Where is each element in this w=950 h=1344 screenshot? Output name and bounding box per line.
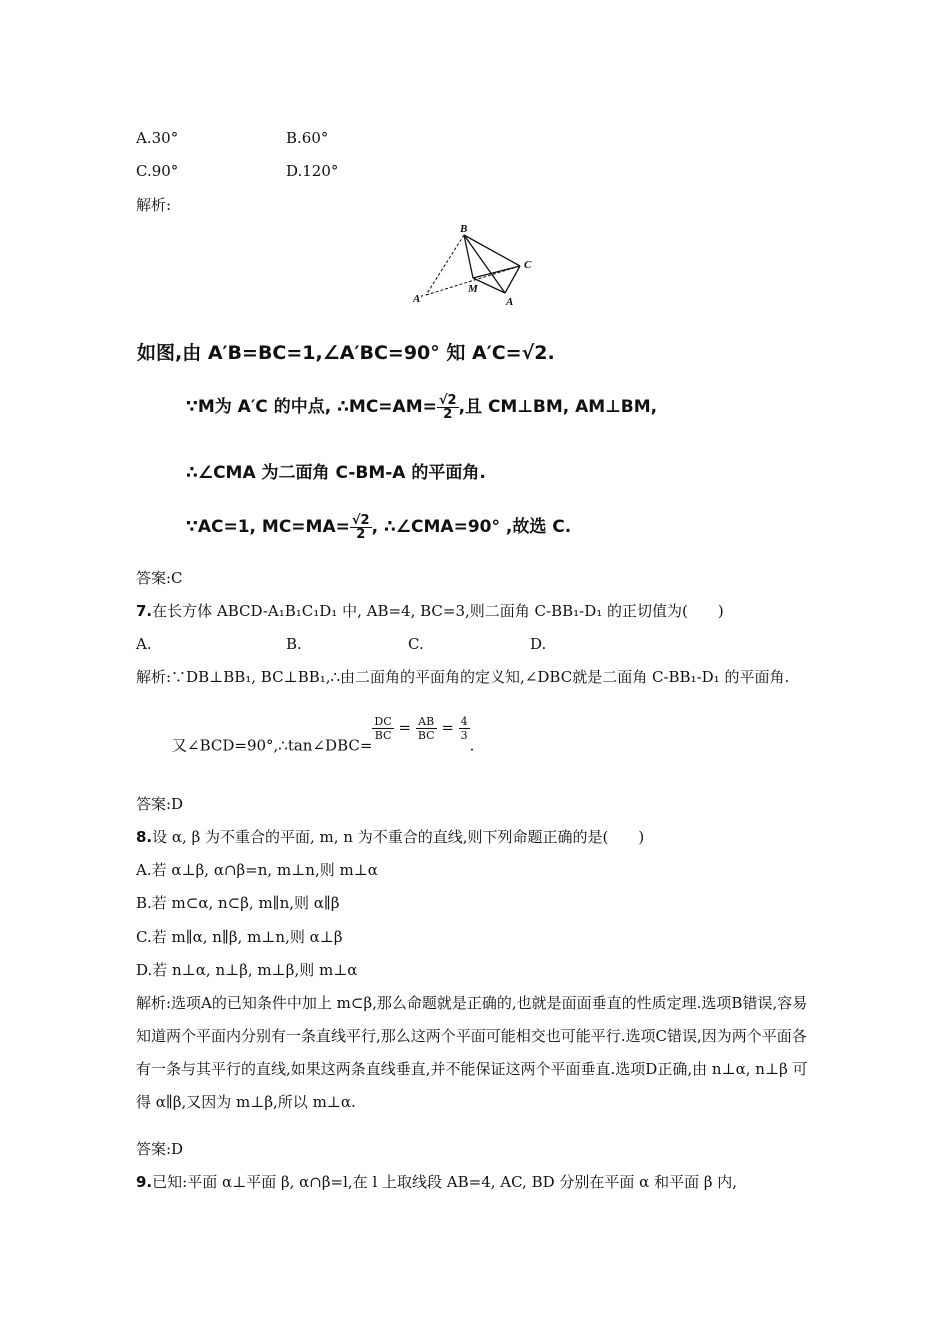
label-A-prime: A′ [413, 293, 424, 305]
q7-option-a: A. [136, 635, 152, 653]
q7-answer: 答案:D [136, 795, 184, 813]
q8-stem: 8.设 α, β 为不重合的平面, m, n 为不重合的直线,则下列命题正确的是( ) [136, 828, 645, 846]
q7-stem: 7.在长方体 ABCD-A₁B₁C₁D₁ 中, AB=4, BC=3,则二面角 C-BB₁-D₁ 的正切值为( ) [136, 602, 724, 620]
geometry-figure [405, 218, 545, 308]
label-A: A [506, 296, 514, 308]
q6-solution-line-1: 如图,由 A′B=BC=1,∠A′BC=90° 知 A′C=√2. [137, 342, 555, 364]
q8-analysis: 解析:选项A的已知条件中加上 m⊂β,那么命题就是正确的,也就是面面垂直的性质定理.选项B错误,容易知道两个平面内分别有一条直线平行,那么这两个平面可能相交也可能平行.选项C错误,因为两个平面各有一条与其平行的直线,如果这两条直线垂直,并不能保证这两个平面垂直.选项D正确,由 n⊥α, n⊥β 可得 α∥β,又因为 m⊥β,所以 m⊥α. [136, 994, 808, 1111]
q8-option-d: D.若 n⊥α, n⊥β, m⊥β,则 m⊥α [136, 961, 358, 979]
q7-option-c: C. [408, 635, 424, 653]
q8-option-c: C.若 m∥α, n∥β, m⊥n,则 α⊥β [136, 928, 343, 946]
q6-solution-line-4: ∵AC=1, MC=MA= $\frac{√2}{2}$ , ∴∠CMA=90° ,故选 C. [186, 512, 572, 542]
q6-solution-line-2: ∵M为 A′C 的中点, ∴MC=AM= $\frac{√2}{2}$ ,且 CM⊥BM, AM⊥BM, [186, 392, 658, 422]
q7-option-b: B. [286, 635, 302, 653]
q8-option-a: A.若 α⊥β, α∩β=n, m⊥n,则 m⊥α [136, 861, 378, 879]
q8-answer: 答案:D [136, 1140, 184, 1158]
label-C: C [524, 259, 532, 271]
q6-option-b: B.60° [286, 129, 329, 147]
q7-analysis: 解析:∵DB⊥BB₁, BC⊥BB₁,∴由二面角的平面角的定义知,∠DBC就是二面角 C-BB₁-D₁ 的平面角. [136, 668, 790, 686]
q6-option-c: C.90° [136, 162, 179, 180]
label-M: M [468, 283, 478, 295]
q6-answer: 答案:C [136, 569, 183, 587]
q7-analysis-line-2: 又∠BCD=90°,∴tan∠DBC= $\frac{DC}{BC}$ = $\frac{AB}{BC}$ = $\frac{4}{3}$ . [172, 715, 475, 755]
q8-option-b: B.若 m⊂α, n⊂β, m∥n,则 α∥β [136, 894, 340, 912]
q7-option-d: D. [530, 635, 547, 653]
label-B: B [460, 223, 468, 235]
q9-stem: 9.已知:平面 α⊥平面 β, α∩β=l,在 l 上取线段 AB=4, AC, BD 分别在平面 α 和平面 β 内, [136, 1173, 738, 1191]
q6-solution-line-3: ∴∠CMA 为二面角 C-BM-A 的平面角. [186, 463, 486, 483]
q6-option-d: D.120° [286, 162, 339, 180]
q6-analysis-label: 解析: [136, 196, 172, 214]
q6-option-a: A.30° [136, 129, 179, 147]
